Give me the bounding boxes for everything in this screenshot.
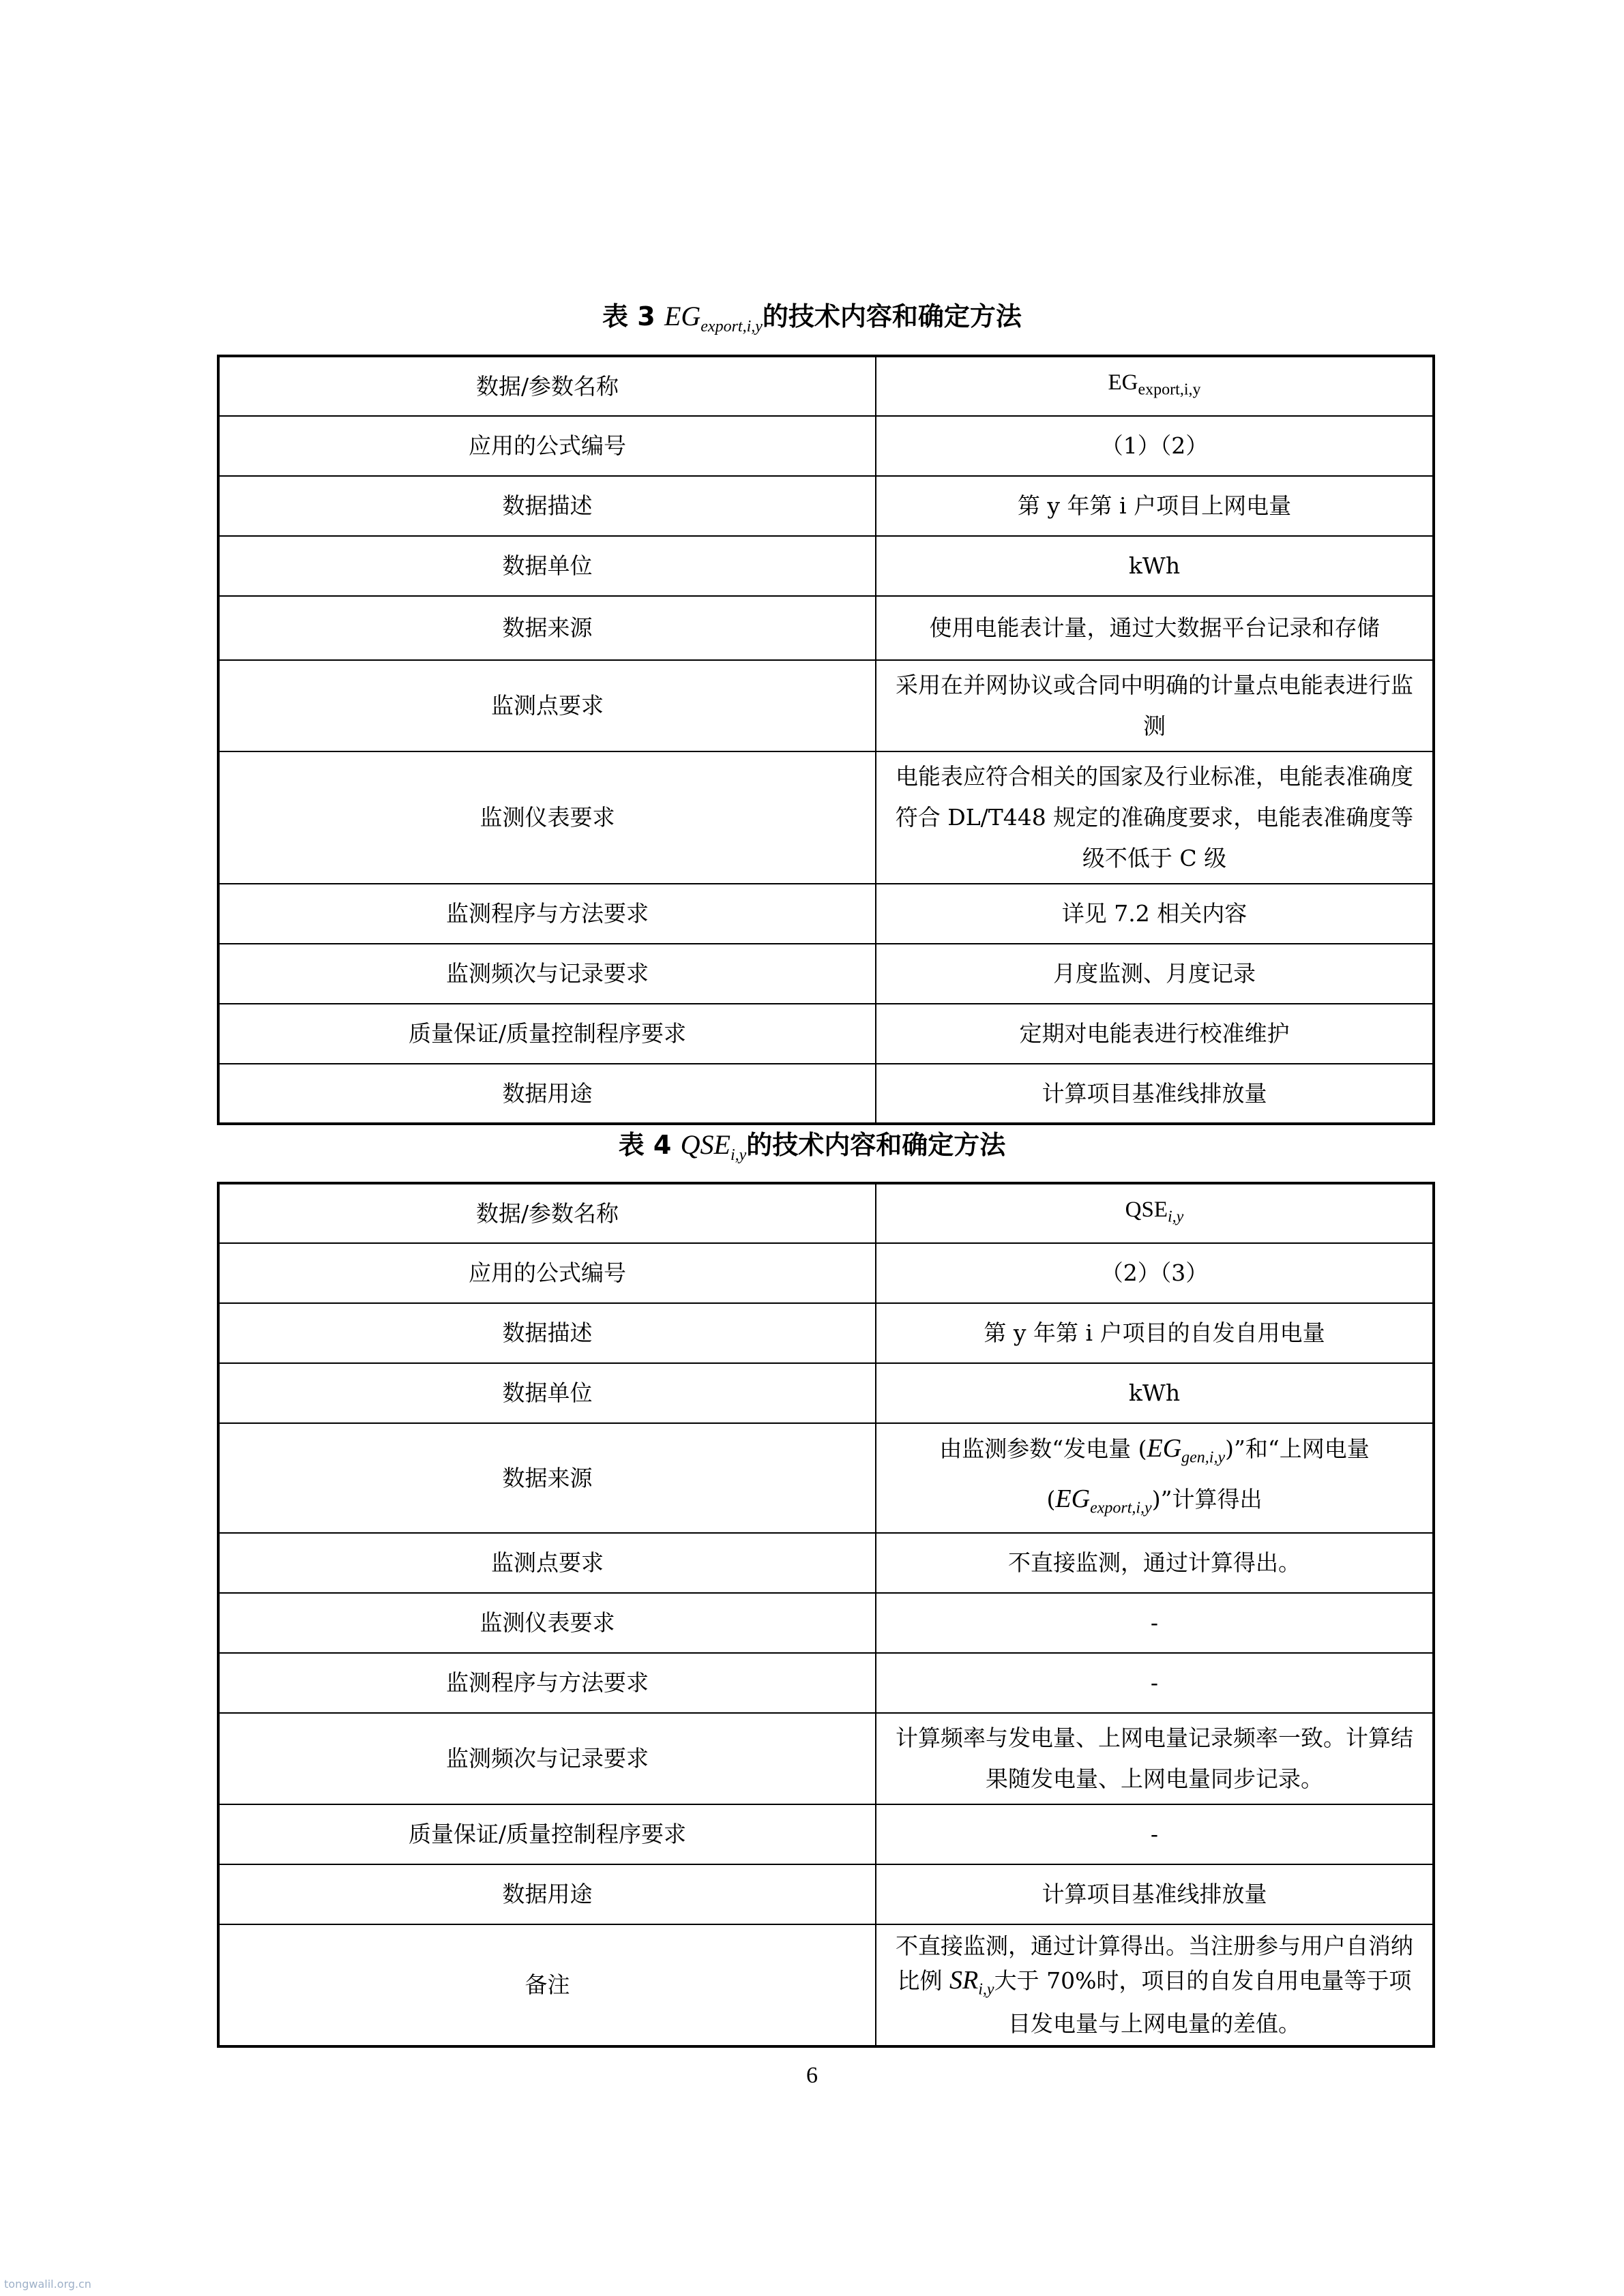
table-row — [218, 1924, 1434, 2046]
table-row — [218, 1864, 1434, 1924]
row-value: 采用在并网协议或合同中明确的计量点电能表进行监测 — [876, 660, 1434, 751]
row-label: 数据来源 — [218, 1423, 876, 1533]
page-number: 6 — [806, 2063, 818, 2088]
table-row — [218, 751, 1434, 884]
row-label: 数据/参数名称 — [218, 1183, 876, 1243]
table-row — [218, 1303, 1434, 1363]
table4-caption-symbol: $QSE_{i,y}$ — [680, 1129, 747, 1164]
table4 — [217, 1182, 1435, 2048]
row-value: - — [876, 1653, 1434, 1713]
row-label: 监测频次与记录要求 — [218, 1713, 876, 1804]
row-label: 数据单位 — [218, 1363, 876, 1423]
row-label: 监测程序与方法要求 — [218, 884, 876, 944]
row-value: 电能表应符合相关的国家及行业标准，电能表准确度符合 DL/T448 规定的准确度要求，电能表准确度等级不低于 C 级 — [876, 751, 1434, 884]
row-label: 备注 — [218, 1924, 876, 2046]
table-row — [218, 1804, 1434, 1864]
row-value: 第 y 年第 i 户项目的自发自用电量 — [876, 1303, 1434, 1363]
row-label: 数据来源 — [218, 596, 876, 660]
row-value: （1）（2） — [876, 416, 1434, 476]
row-value: $EG_{export,i,y}$ — [876, 356, 1434, 416]
row-value: kWh — [876, 536, 1434, 596]
row-value: （2）（3） — [876, 1243, 1434, 1303]
row-label: 数据单位 — [218, 536, 876, 596]
table3-caption-symbol: $EG_{export,i,y}$ — [664, 301, 763, 336]
row-value: $QSE_{i,y}$ — [876, 1183, 1434, 1243]
row-value: 计算项目基准线排放量 — [876, 1064, 1434, 1124]
table3-caption — [0, 300, 1624, 343]
row-value: 不直接监测，通过计算得出。当注册参与用户自消纳比例 $SR_{i,y}$大于 70%时，项目的自发自用电量等于项目发电量与上网电量的差值。 — [876, 1924, 1434, 2046]
row-label: 质量保证/质量控制程序要求 — [218, 1004, 876, 1064]
table-row — [218, 1593, 1434, 1653]
row-value: 不直接监测，通过计算得出。 — [876, 1533, 1434, 1593]
row-value: 定期对电能表进行校准维护 — [876, 1004, 1434, 1064]
row-label: 应用的公式编号 — [218, 416, 876, 476]
row-value: 使用电能表计量，通过大数据平台记录和存储 — [876, 596, 1434, 660]
row-label: 数据/参数名称 — [218, 356, 876, 416]
table3-caption-suffix: 的技术内容和确定方法 — [762, 301, 1022, 331]
table-row — [218, 1713, 1434, 1804]
table-row — [218, 884, 1434, 944]
row-value: 计算项目基准线排放量 — [876, 1864, 1434, 1924]
table-row — [218, 356, 1434, 416]
table-row — [218, 1423, 1434, 1533]
table-row — [218, 536, 1434, 596]
table-row — [218, 596, 1434, 660]
row-label: 监测程序与方法要求 — [218, 1653, 876, 1713]
table-row — [218, 660, 1434, 751]
row-value: - — [876, 1804, 1434, 1864]
row-label: 数据描述 — [218, 1303, 876, 1363]
table-row — [218, 1064, 1434, 1124]
table4-caption — [0, 1129, 1624, 1172]
table-row — [218, 944, 1434, 1004]
table-row — [218, 1533, 1434, 1593]
row-label: 数据用途 — [218, 1064, 876, 1124]
table-row — [218, 476, 1434, 536]
row-label: 监测点要求 — [218, 660, 876, 751]
table3 — [217, 355, 1435, 1125]
row-value: 详见 7.2 相关内容 — [876, 884, 1434, 944]
table4-caption-prefix: 表 4 — [618, 1130, 672, 1160]
watermark: tongwalil.org.cn — [4, 2278, 91, 2291]
table-row — [218, 1653, 1434, 1713]
table-row — [218, 1243, 1434, 1303]
table-row — [218, 1183, 1434, 1243]
row-value: kWh — [876, 1363, 1434, 1423]
row-value: 月度监测、月度记录 — [876, 944, 1434, 1004]
table-row — [218, 1004, 1434, 1064]
table-row — [218, 416, 1434, 476]
table-row — [218, 1363, 1434, 1423]
row-label: 质量保证/质量控制程序要求 — [218, 1804, 876, 1864]
row-value: 第 y 年第 i 户项目上网电量 — [876, 476, 1434, 536]
row-value: 由监测参数“发电量 $(EG_{gen,i,y})$”和“上网电量 $(EG_{export,i,y})$”计算得出 — [876, 1423, 1434, 1533]
row-label: 监测仪表要求 — [218, 751, 876, 884]
row-value: 计算频率与发电量、上网电量记录频率一致。计算结果随发电量、上网电量同步记录。 — [876, 1713, 1434, 1804]
row-label: 应用的公式编号 — [218, 1243, 876, 1303]
table4-caption-suffix: 的技术内容和确定方法 — [746, 1130, 1006, 1160]
row-label: 监测仪表要求 — [218, 1593, 876, 1653]
row-label: 监测点要求 — [218, 1533, 876, 1593]
row-label: 监测频次与记录要求 — [218, 944, 876, 1004]
row-label: 数据描述 — [218, 476, 876, 536]
table3-caption-prefix: 表 3 — [602, 301, 655, 331]
row-value: - — [876, 1593, 1434, 1653]
row-label: 数据用途 — [218, 1864, 876, 1924]
